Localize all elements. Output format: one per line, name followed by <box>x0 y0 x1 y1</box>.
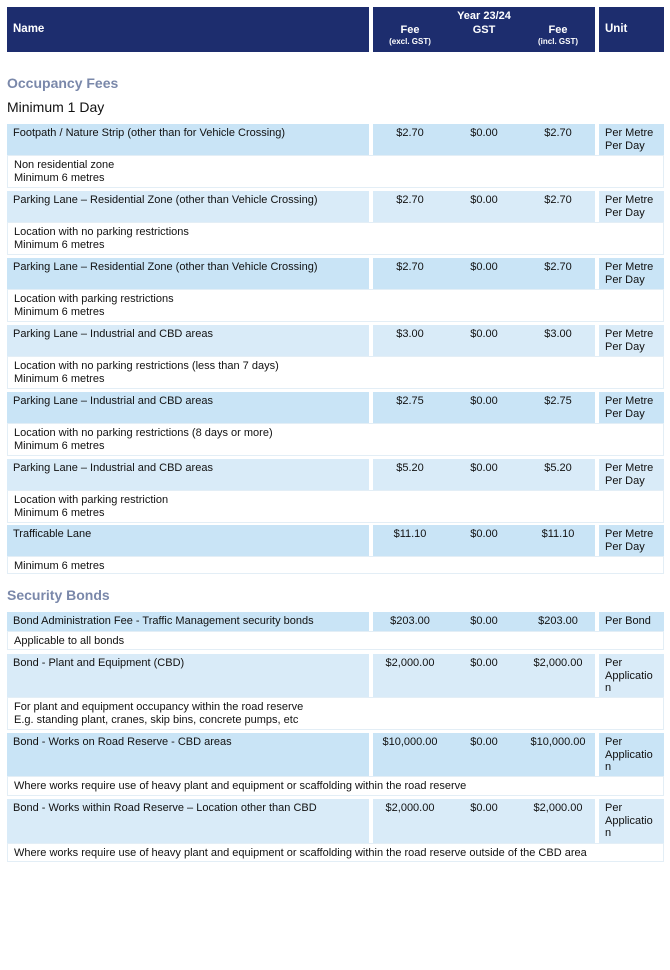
fee-description-row <box>7 776 664 796</box>
fee-description-row <box>7 697 664 730</box>
header-fee-excl-sub: (excl. GST) <box>389 37 431 46</box>
fee-name: Parking Lane – Industrial and CBD areas <box>7 325 369 356</box>
fee-row <box>7 258 664 289</box>
fee-description-row <box>7 631 664 650</box>
fee-name: Bond Administration Fee - Traffic Management security bonds <box>7 612 369 631</box>
fee-description: Non residential zone Minimum 6 metres <box>14 159 115 184</box>
fee-gst: $0.00 <box>470 736 498 748</box>
fee-incl-gst: $2.70 <box>544 261 572 273</box>
fee-gst: $0.00 <box>470 528 498 540</box>
header-unit: Unit <box>599 7 664 52</box>
fee-unit: Per Applicatio n <box>599 654 664 697</box>
fee-description-row <box>7 289 664 322</box>
section-title-occupancy: Occupancy Fees <box>7 75 119 91</box>
header-gst: GST <box>472 24 496 36</box>
fee-incl-gst: $10,000.00 <box>530 736 586 748</box>
fee-excl-gst: $2,000.00 <box>385 657 435 669</box>
fee-description: Location with parking restriction Minimum 6 metres <box>14 494 169 519</box>
fee-row <box>7 733 664 776</box>
fee-gst: $0.00 <box>470 194 498 206</box>
fee-incl-gst: $5.20 <box>544 462 572 474</box>
fee-name: Parking Lane – Industrial and CBD areas <box>7 459 369 490</box>
fee-row <box>7 525 664 556</box>
header-fee-excl <box>373 24 447 47</box>
fee-excl-gst: $2,000.00 <box>385 802 435 814</box>
fee-gst: $0.00 <box>470 657 498 669</box>
fee-description-row <box>7 843 664 862</box>
fee-description: Where works require use of heavy plant and equipment or scaffolding within the road reserve <box>14 780 467 792</box>
fee-gst: $0.00 <box>470 395 498 407</box>
fee-name: Footpath / Nature Strip (other than for Vehicle Crossing) <box>7 124 369 155</box>
fee-excl-gst: $2.75 <box>396 395 424 407</box>
fee-gst: $0.00 <box>470 261 498 273</box>
fee-incl-gst: $2.70 <box>544 127 572 139</box>
fee-description: Applicable to all bonds <box>14 635 125 647</box>
fee-description-row <box>7 356 664 389</box>
fee-row <box>7 392 664 423</box>
fee-unit: Per Metre Per Day <box>599 459 664 490</box>
fee-name: Trafficable Lane <box>7 525 369 556</box>
fee-description: Where works require use of heavy plant and equipment or scaffolding within the road reserve outside of the CBD area <box>14 847 587 859</box>
fee-description: Minimum 6 metres <box>14 560 105 572</box>
fee-row <box>7 799 664 843</box>
fee-incl-gst: $2,000.00 <box>533 802 583 814</box>
fee-excl-gst: $2.70 <box>396 127 424 139</box>
fee-description-row <box>7 490 664 523</box>
header-year: Year 23/24 <box>457 10 511 22</box>
fee-description-row <box>7 556 664 574</box>
fee-excl-gst: $3.00 <box>396 328 424 340</box>
fee-incl-gst: $2.75 <box>544 395 572 407</box>
fee-unit: Per Metre Per Day <box>599 392 664 423</box>
header-fee-excl-label: Fee <box>400 24 420 36</box>
fee-gst: $0.00 <box>470 328 498 340</box>
fee-unit: Per Applicatio n <box>599 733 664 776</box>
header-fee-incl <box>521 24 595 47</box>
fee-name: Parking Lane – Residential Zone (other than Vehicle Crossing) <box>7 258 369 289</box>
fee-unit: Per Applicatio n <box>599 799 664 843</box>
fee-description: Location with parking restrictions Minimum 6 metres <box>14 293 174 318</box>
header-year-group <box>373 7 595 52</box>
subsection-title-minimum: Minimum 1 Day <box>7 99 105 115</box>
fee-description-row <box>7 222 664 255</box>
fee-incl-gst: $2.70 <box>544 194 572 206</box>
fee-description: Location with no parking restrictions (less than 7 days) Minimum 6 metres <box>14 360 279 385</box>
fee-unit: Per Metre Per Day <box>599 124 664 155</box>
fee-incl-gst: $3.00 <box>544 328 572 340</box>
fee-row <box>7 191 664 222</box>
fee-row <box>7 124 664 155</box>
section-title-security: Security Bonds <box>7 587 110 603</box>
fee-description: Location with no parking restrictions Minimum 6 metres <box>14 226 189 251</box>
fee-excl-gst: $11.10 <box>393 528 427 540</box>
fee-row <box>7 325 664 356</box>
fee-name: Bond - Works within Road Reserve – Location other than CBD <box>7 799 369 843</box>
fee-gst: $0.00 <box>470 127 498 139</box>
fee-incl-gst: $11.10 <box>541 528 575 540</box>
fee-gst: $0.00 <box>470 802 498 814</box>
fee-description: Location with no parking restrictions (8 days or more) Minimum 6 metres <box>14 427 273 452</box>
fee-excl-gst: $5.20 <box>396 462 424 474</box>
fee-gst: $0.00 <box>470 462 498 474</box>
fee-description-row <box>7 423 664 456</box>
fee-name: Bond - Plant and Equipment (CBD) <box>7 654 369 697</box>
fee-unit: Per Metre Per Day <box>599 258 664 289</box>
fee-excl-gst: $203.00 <box>390 615 430 627</box>
fee-incl-gst: $203.00 <box>538 615 578 627</box>
fee-name: Bond - Works on Road Reserve - CBD areas <box>7 733 369 776</box>
fee-name: Parking Lane – Residential Zone (other than Vehicle Crossing) <box>7 191 369 222</box>
fee-row <box>7 612 664 631</box>
fee-unit: Per Metre Per Day <box>599 191 664 222</box>
header-fee-incl-label: Fee <box>548 24 568 36</box>
fee-excl-gst: $10,000.00 <box>382 736 438 748</box>
fee-excl-gst: $2.70 <box>396 261 424 273</box>
fee-excl-gst: $2.70 <box>396 194 424 206</box>
header-fee-incl-sub: (incl. GST) <box>538 37 578 46</box>
fee-description: For plant and equipment occupancy within the road reserve E.g. standing plant, cranes, skip bins, concrete pumps, etc <box>14 701 304 726</box>
fee-name: Parking Lane – Industrial and CBD areas <box>7 392 369 423</box>
fee-unit: Per Metre Per Day <box>599 525 664 556</box>
header-name: Name <box>7 7 369 52</box>
fee-row <box>7 654 664 697</box>
fee-description-row <box>7 155 664 188</box>
fee-unit: Per Metre Per Day <box>599 325 664 356</box>
fee-incl-gst: $2,000.00 <box>533 657 583 669</box>
fee-unit: Per Bond <box>599 612 664 631</box>
fee-row <box>7 459 664 490</box>
fee-gst: $0.00 <box>470 615 498 627</box>
table-header <box>7 7 664 52</box>
